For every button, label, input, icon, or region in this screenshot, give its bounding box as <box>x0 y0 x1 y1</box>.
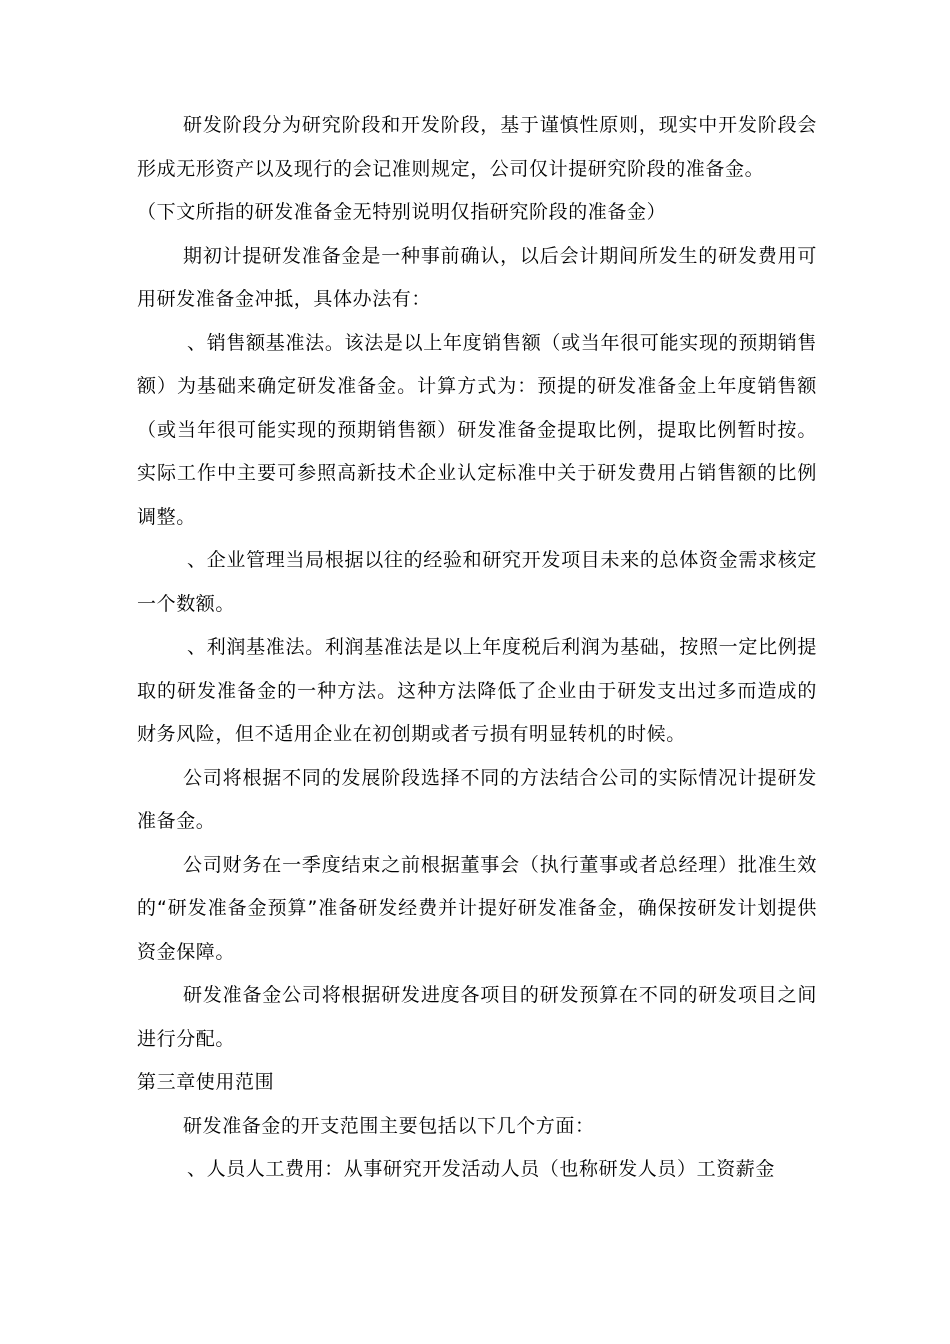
document-body <box>137 104 817 1192</box>
paragraph-scope-intro: 研发准备金的开支范围主要包括以下几个方面： <box>183 1114 595 1137</box>
paragraph-allocation: 研发准备金公司将根据研发进度各项目的研发预算在不同的研发项目之间进行分配。 <box>137 984 817 1050</box>
list-item-profit-method: 、利润基准法。利润基准法是以上年度税后利润为基础，按照一定比例提取的研发准备金的一种方法。这种方法降低了企业由于研发支出过多而造成的财务风险，但不适用企业在初创期或者亏损有明显转机的时候。 <box>137 636 817 745</box>
paragraph-finance-budget: 公司财务在一季度结束之前根据董事会（执行董事或者总经理）批准生效的“研发准备金预算”准备研发经费并计提好研发准备金，确保按研发计划提供资金保障。 <box>137 853 817 963</box>
list-item-management-method: 、企业管理当局根据以往的经验和研究开发项目未来的总体资金需求核定一个数额。 <box>137 549 817 615</box>
chapter-heading: 第三章使用范围 <box>137 1071 275 1093</box>
list-item-sales-method: 、销售额基准法。该法是以上年度销售额（或当年很可能实现的预期销售额）为基础来确定研发准备金。计算方式为：预提的研发准备金上年度销售额（或当年很可能实现的预期销售额）研发准备金提取比例，提取比例暂时按。实际工作中主要可参照高新技术企业认定标准中关于研发费用占销售额的比例调整。 <box>137 331 817 528</box>
list-item-personnel-costs: 、人员人工费用：从事研究开发活动人员（也称研发人员）工资薪金 <box>187 1158 776 1180</box>
paragraph-method-selection: 公司将根据不同的发展阶段选择不同的方法结合公司的实际情况计提研发准备金。 <box>137 766 817 832</box>
paragraph-rd-stages: 研发阶段分为研究阶段和开发阶段，基于谨慎性原则，现实中开发阶段会形成无形资产以及现行的会记准则规定，公司仅计提研究阶段的准备金。 <box>137 114 817 180</box>
paragraph-note: （下文所指的研发准备金无特别说明仅指研究阶段的准备金） <box>137 201 667 223</box>
paragraph-initial-provision: 期初计提研发准备金是一种事前确认，以后会计期间所发生的研发费用可用研发准备金冲抵，具体办法有： <box>137 244 817 310</box>
